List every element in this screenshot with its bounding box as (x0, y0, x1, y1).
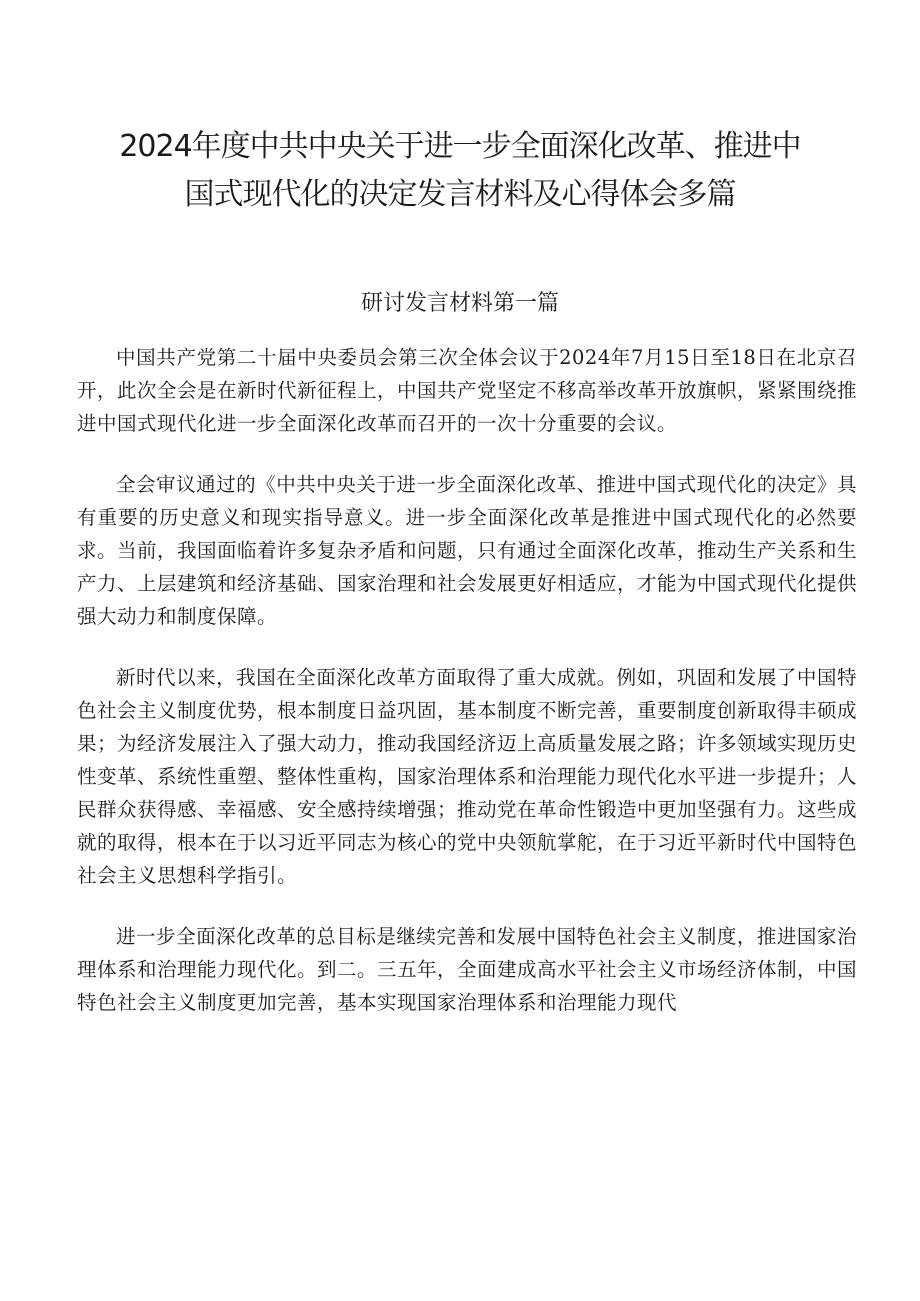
body-paragraph-2: 全会审议通过的《中共中央关于进一步全面深化改革、推进中国式现代化的决定》具有重要的历史意义和现实指导意义。进一步全面深化改革是推进中国式现代化的必然要求。当前，我国面临着许多复杂矛盾和问题，只有通过全面深化改革，推动生产关系和生产力、上层建筑和经济基础、国家治理和社会发展更好相适应，才能为中国式现代化提供强大动力和制度保障。 (77, 473, 858, 628)
document-title (0, 123, 920, 219)
document-title-line-2: 国式现代化的决定发言材料及心得体会多篇 (184, 177, 736, 212)
body-paragraph-1: 中国共产党第二十届中央委员会第三次全体会议于2024年7月15日至18日在北京召开，此次全会是在新时代新征程上，中国共产党坚定不移高举改革开放旗帜，紧紧围绕推进中国式现代化进一步全面深化改革而召开的一次十分重要的会议。 (77, 346, 858, 435)
section-heading: 研讨发言材料第一篇 (360, 291, 559, 316)
document-body (77, 341, 857, 1047)
body-paragraph-4: 进一步全面深化改革的总目标是继续完善和发展中国特色社会主义制度，推进国家治理体系和治理能力现代化。到二。三五年，全面建成高水平社会主义市场经济体制，中国特色社会主义制度更加完善，基本实现国家治理体系和治理能力现代 (77, 925, 858, 1014)
document-title-line-1: 2024年度中共中央关于进一步全面深化改革、推进中 (119, 129, 801, 164)
body-paragraph-3: 新时代以来，我国在全面深化改革方面取得了重大成就。例如，巩固和发展了中国特色社会主义制度优势，根本制度日益巩固，基本制度不断完善，重要制度创新取得丰硕成果；为经济发展注入了强大动力，推动我国经济迈上高质量发展之路；许多领域实现历史性变革、系统性重塑、整体性重构，国家治理体系和治理能力现代化水平进一步提升；人民群众获得感、幸福感、安全感持续增强；推动党在革命性锻造中更加坚强有力。这些成就的取得，根本在于以习近平同志为核心的党中央领航掌舵，在于习近平新时代中国特色社会主义思想科学指引。 (77, 666, 858, 887)
